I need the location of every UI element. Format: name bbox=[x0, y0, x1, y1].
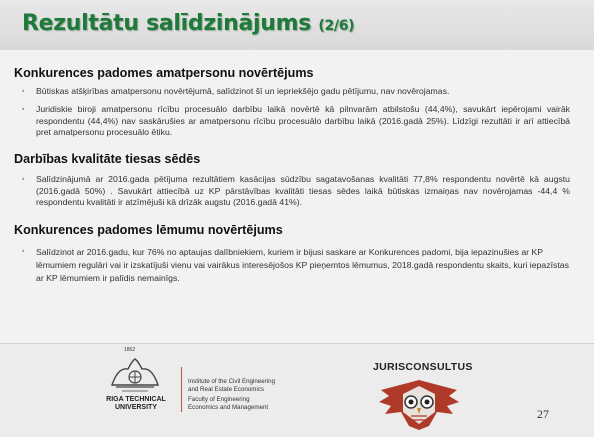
jurisconsultus-name: JURISCONSULTUS bbox=[373, 361, 473, 373]
rtu-name bbox=[98, 396, 174, 412]
section-2-bullet-1 bbox=[22, 174, 570, 209]
faculty-line-2: Economics and Management bbox=[188, 403, 269, 411]
faculty-line-1: Faculty of Engineering bbox=[188, 396, 250, 404]
section-heading-3: Konkurences padomes lēmumu novērtējums bbox=[14, 223, 283, 237]
bullet-icon: ▪ bbox=[22, 88, 25, 95]
institute-text bbox=[188, 378, 275, 411]
section-heading-2: Darbības kvalitāte tiesas sēdēs bbox=[14, 152, 201, 166]
footer-vertical-separator bbox=[181, 367, 182, 412]
slide-title-main: Rezultātu salīdzinājums bbox=[22, 11, 312, 36]
slide-title bbox=[22, 11, 354, 36]
bullet-icon: ▪ bbox=[22, 176, 25, 183]
title-bar bbox=[0, 0, 594, 50]
rtu-crest-icon bbox=[108, 355, 162, 395]
institute-line-2: and Real Estate Economics bbox=[188, 385, 265, 393]
footer bbox=[0, 343, 594, 437]
slide-title-sub: (2/6) bbox=[318, 18, 355, 34]
section-3-bullet-1 bbox=[22, 246, 570, 284]
section-heading-1: Konkurences padomes amatpersonu novērtējums bbox=[14, 66, 314, 80]
bullet-text: Salīdzinot ar 2016.gadu, kur 76% no aptaujas dalībniekiem, kuriem ir bijusi saskare ar Konkurences padomi, bija iepazinušies ar KP lēmumiem regulāri vai ir izskatījuši vienu vai vairākus interesējošos KP pieņemtos lēmumus, 2018.gadā respondentu skaits, kuri iepazīstas ar KP lēmumiem ir palīdis nemainīgs. bbox=[36, 247, 569, 283]
bullet-text: Būtiskas atšķirības amatpersonu novērtējumā, salīdzinot šī un iepriekšējo gadu pētījumu, nav novērojamas. bbox=[36, 86, 450, 96]
rtu-name-line-2: UNIVERSITY bbox=[114, 404, 157, 411]
footer-divider bbox=[0, 343, 594, 344]
bullet-text: Juridiskie biroji amatpersonu rīcību procesuālo darbību laikā novērtē kā pilnvarām atbilstošu (44,4%), savukārt iepērojami vairāk respondentu (44,4%) nav saskārušies ar amatpersonu rīcību procesuālo darbību laikā (2016.gadā 25%). Līdzīgi rezultāti ir arī attiecībā pret amatpersonu procesuālo ētiku. bbox=[36, 104, 570, 138]
rtu-name-line-1: RIGA TECHNICAL bbox=[106, 396, 166, 403]
section-1-bullet-2 bbox=[22, 104, 570, 139]
page-number: 27 bbox=[537, 407, 549, 421]
bullet-icon: ▪ bbox=[22, 106, 25, 113]
rtu-year: 1862 bbox=[124, 347, 136, 353]
institute-line-1: Institute of the Civil Engineering bbox=[188, 378, 276, 385]
section-1-bullet-1 bbox=[22, 86, 567, 98]
bullet-text: Salīdzinājumā ar 2016.gada pētījuma rezultātiem kasācijas sūdzību sagatavošanas kvalitāti 77,8% respondentu novērtē kā augstu (2016.gadā 50%) . Savukārt attiecībā uz KP pārstāvības kvalitāti tiesas sēdes laikā būtiskas izmaiņas nav novērojamas -44,4 % respondentu kvalitāti ir atzīmējuši kā drīzāk augstu (2016.gadā 41%). bbox=[36, 174, 570, 208]
owl-logo-icon bbox=[371, 372, 467, 434]
bullet-icon: ▪ bbox=[22, 248, 25, 255]
